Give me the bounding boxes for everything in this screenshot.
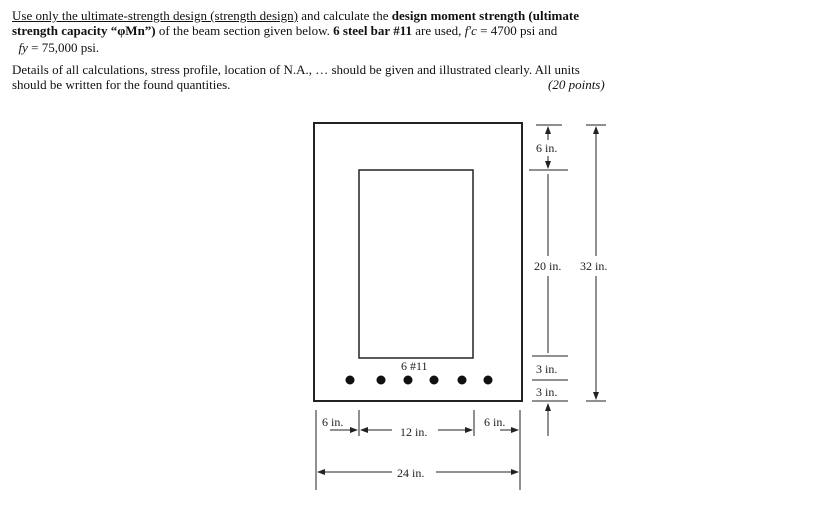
width-mid-label: 12 in. [400, 425, 428, 439]
dim-bot2-label: 3 in. [536, 385, 558, 399]
steel-bar [404, 376, 413, 385]
dim-mid-label: 20 in. [534, 259, 562, 273]
steel-bars: 6 steel bar #11 [333, 23, 412, 38]
line1-mid: and calculate the [297, 8, 392, 23]
points-label: (20 points) [548, 77, 605, 92]
problem-line-5: should be written for the found quantities. [12, 77, 231, 92]
dim-top-label: 6 in. [536, 141, 558, 155]
width-total-label: 24 in. [397, 466, 425, 480]
line2-used: are used, [411, 23, 465, 38]
dim-bot1-label: 3 in. [536, 362, 558, 376]
fc-value: = 4700 psi and [476, 23, 558, 38]
steel-bars-row [346, 376, 493, 385]
fy-symbol: fy [18, 40, 28, 55]
design-target: design moment strength (ultimate [391, 8, 579, 23]
steel-bar [377, 376, 386, 385]
fc-symbol: f′c [464, 23, 477, 38]
steel-bar [484, 376, 493, 385]
line2-mid: of the beam section given below. [155, 23, 334, 38]
width-right-label: 6 in. [484, 415, 506, 429]
beam-inner-void [359, 170, 473, 358]
fy-value: = 75,000 psi. [27, 40, 100, 55]
bars-label: 6 #11 [401, 359, 428, 373]
steel-bar [430, 376, 439, 385]
steel-bar [346, 376, 355, 385]
steel-bar [458, 376, 467, 385]
capacity-term: strength capacity “φMn”) [12, 23, 156, 38]
problem-line-4: Details of all calculations, stress profile, location of N.A., … should be given and illustrated clearly. All units [12, 62, 580, 77]
width-left-label: 6 in. [322, 415, 344, 429]
design-method: Use only the ultimate-strength design (strength design) [12, 8, 298, 23]
dim-total-label: 32 in. [580, 259, 608, 273]
